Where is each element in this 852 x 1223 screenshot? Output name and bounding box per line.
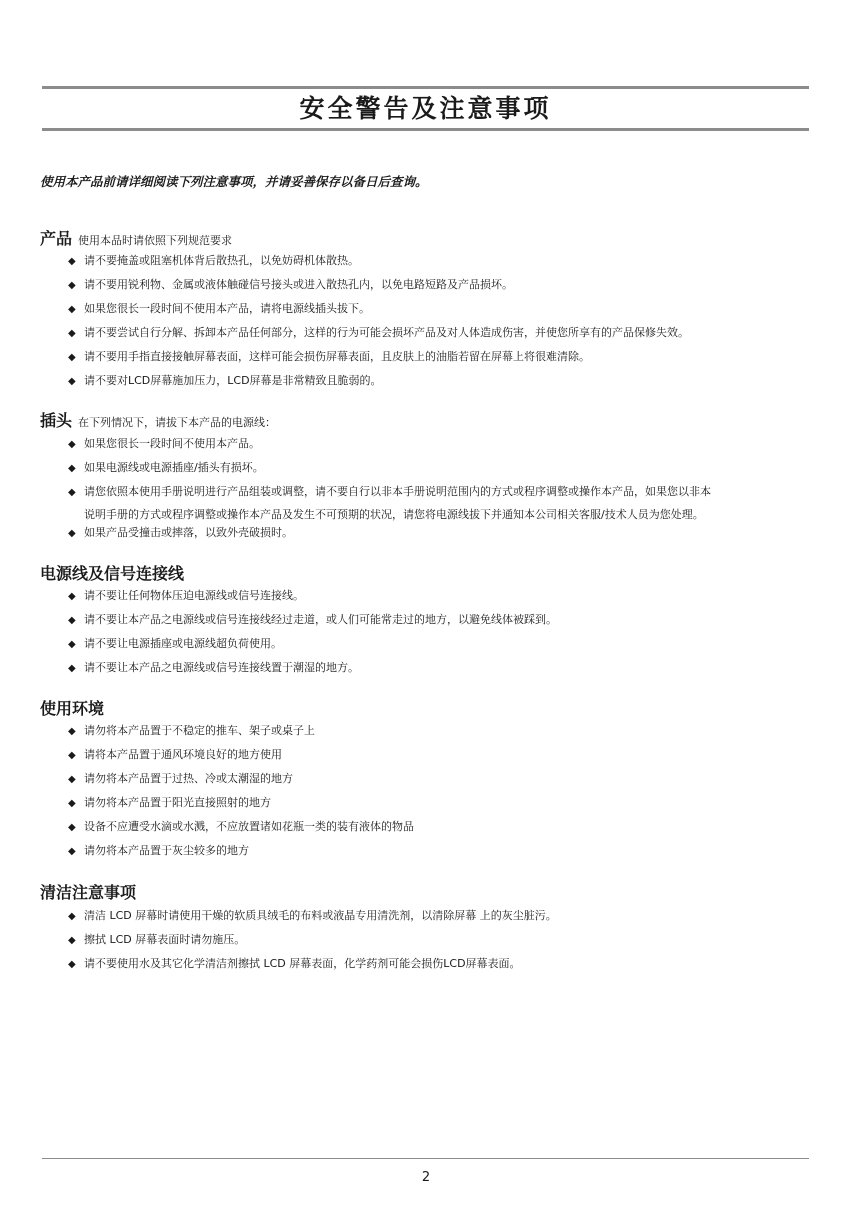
section-title: 产品 <box>40 229 73 248</box>
list-item: ◆ 请不要让本产品之电源线或信号连接线置于潮湿的地方。 <box>68 656 359 681</box>
list-item: ◆ 请不要用手指直接接触屏幕表面，这样可能会损伤屏幕表面，且皮肤上的油脂若留在屏幕上将很难清除。 <box>68 345 590 370</box>
bullet-icon: ◆ <box>68 463 76 474</box>
list-item: ◆ 如果您很长一段时间不使用本产品，请将电源线插头拔下。 <box>68 297 370 322</box>
list-item: ◆ 请勿将本产品置于阳光直接照射的地方 <box>68 791 271 816</box>
bullet-icon: ◆ <box>68 959 76 970</box>
list-item: ◆ 请不要使用水及其它化学清洁剂擦拭 LCD 屏幕表面，化学药剂可能会损伤LCD屏幕表面。 <box>68 952 521 977</box>
section-desc: 在下列情况下，请拔下本产品的电源线： <box>78 416 277 429</box>
header-bottom-rule <box>42 128 809 131</box>
bullet-icon: ◆ <box>68 376 76 387</box>
section-plug-heading <box>40 408 276 431</box>
list-item: ◆ 清洁 LCD 屏幕时请使用干燥的软质具绒毛的布料或液晶专用清洗剂，以清除屏幕 上的灰尘脏污。 <box>68 904 557 929</box>
section-title: 使用环境 <box>40 699 105 718</box>
section-cable-heading <box>40 561 184 584</box>
bullet-icon: ◆ <box>68 798 76 809</box>
list-item: ◆ 请勿将本产品置于灰尘较多的地方 <box>68 839 249 864</box>
bullet-icon: ◆ <box>68 663 76 674</box>
list-item: ◆ 请不要让本产品之电源线或信号连接线经过走道，或人们可能常走过的地方，以避免线体被踩到。 <box>68 608 557 633</box>
bullet-icon: ◆ <box>68 935 76 946</box>
intro-text: 使用本产品前请详细阅读下列注意事项，并请妥善保存以备日后查询。 <box>40 174 428 189</box>
bullet-icon: ◆ <box>68 280 76 291</box>
bullet-icon: ◆ <box>68 304 76 315</box>
section-title: 电源线及信号连接线 <box>40 564 185 583</box>
footer-rule <box>42 1158 809 1159</box>
section-environment-heading <box>40 696 104 719</box>
section-cleaning-heading <box>40 880 136 903</box>
section-title: 清洁注意事项 <box>40 883 137 902</box>
list-item: ◆ 设备不应遭受水滴或水溅，不应放置诸如花瓶一类的装有液体的物品 <box>68 815 414 840</box>
page-title: 安全警告及注意事项 <box>299 94 552 123</box>
bullet-icon: ◆ <box>68 528 76 539</box>
section-product-heading <box>40 226 232 249</box>
list-item-continuation: 说明手册的方式或程序调整或操作本产品及发生不可预期的状况，请您将电源线拔下并通知本公司相关客服/技术人员为您处理。 <box>84 508 704 521</box>
bullet-icon: ◆ <box>68 639 76 650</box>
list-item: ◆ 请不要掩盖或阻塞机体背后散热孔，以免妨碍机体散热。 <box>68 249 359 274</box>
list-item: ◆ 请勿将本产品置于不稳定的推车、架子或桌子上 <box>68 719 315 744</box>
bullet-icon: ◆ <box>68 439 76 450</box>
bullet-icon: ◆ <box>68 615 76 626</box>
bullet-icon: ◆ <box>68 750 76 761</box>
list-item: ◆ 请不要用锐利物、金属或液体触碰信号接头或进入散热孔内，以免电路短路及产品损坏。 <box>68 273 513 298</box>
list-item: ◆ 如果产品受撞击或摔落，以致外壳破损时。 <box>68 521 293 546</box>
bullet-icon: ◆ <box>68 846 76 857</box>
list-item: ◆ 请不要让任何物体压迫电源线或信号连接线。 <box>68 584 304 609</box>
bullet-icon: ◆ <box>68 822 76 833</box>
bullet-icon: ◆ <box>68 911 76 922</box>
bullet-icon: ◆ <box>68 726 76 737</box>
bullet-icon: ◆ <box>68 591 76 602</box>
bullet-icon: ◆ <box>68 256 76 267</box>
bullet-icon: ◆ <box>68 328 76 339</box>
page-number: 2 <box>421 1170 431 1185</box>
list-item: ◆ 请将本产品置于通风环境良好的地方使用 <box>68 743 282 768</box>
list-item: ◆ 请不要尝试自行分解、拆卸本产品任何部分，这样的行为可能会损坏产品及对人体造成伤害，并使您所享有的产品保修失效。 <box>68 321 689 346</box>
bullet-icon: ◆ <box>68 487 76 498</box>
section-desc: 使用本品时请依照下列规范要求 <box>78 234 233 247</box>
bullet-icon: ◆ <box>68 774 76 785</box>
section-title: 插头 <box>40 411 73 430</box>
list-item: ◆ 请勿将本产品置于过热、冷或太潮湿的地方 <box>68 767 293 792</box>
list-item: ◆ 擦拭 LCD 屏幕表面时请勿施压。 <box>68 928 245 953</box>
list-item: ◆ 如果电源线或电源插座/插头有损坏。 <box>68 456 264 481</box>
list-item: ◆ 如果您很长一段时间不使用本产品。 <box>68 432 260 457</box>
list-item: ◆ 请不要让电源插座或电源线超负荷使用。 <box>68 632 282 657</box>
list-item: ◆ 请不要对LCD屏幕施加压力，LCD屏幕是非常精致且脆弱的。 <box>68 369 382 394</box>
bullet-icon: ◆ <box>68 352 76 363</box>
list-item: ◆ 请您依照本使用手册说明进行产品组装或调整，请不要自行以非本手册说明范围内的方式或程序调整或操作本产品，如果您以非本 <box>68 480 711 505</box>
